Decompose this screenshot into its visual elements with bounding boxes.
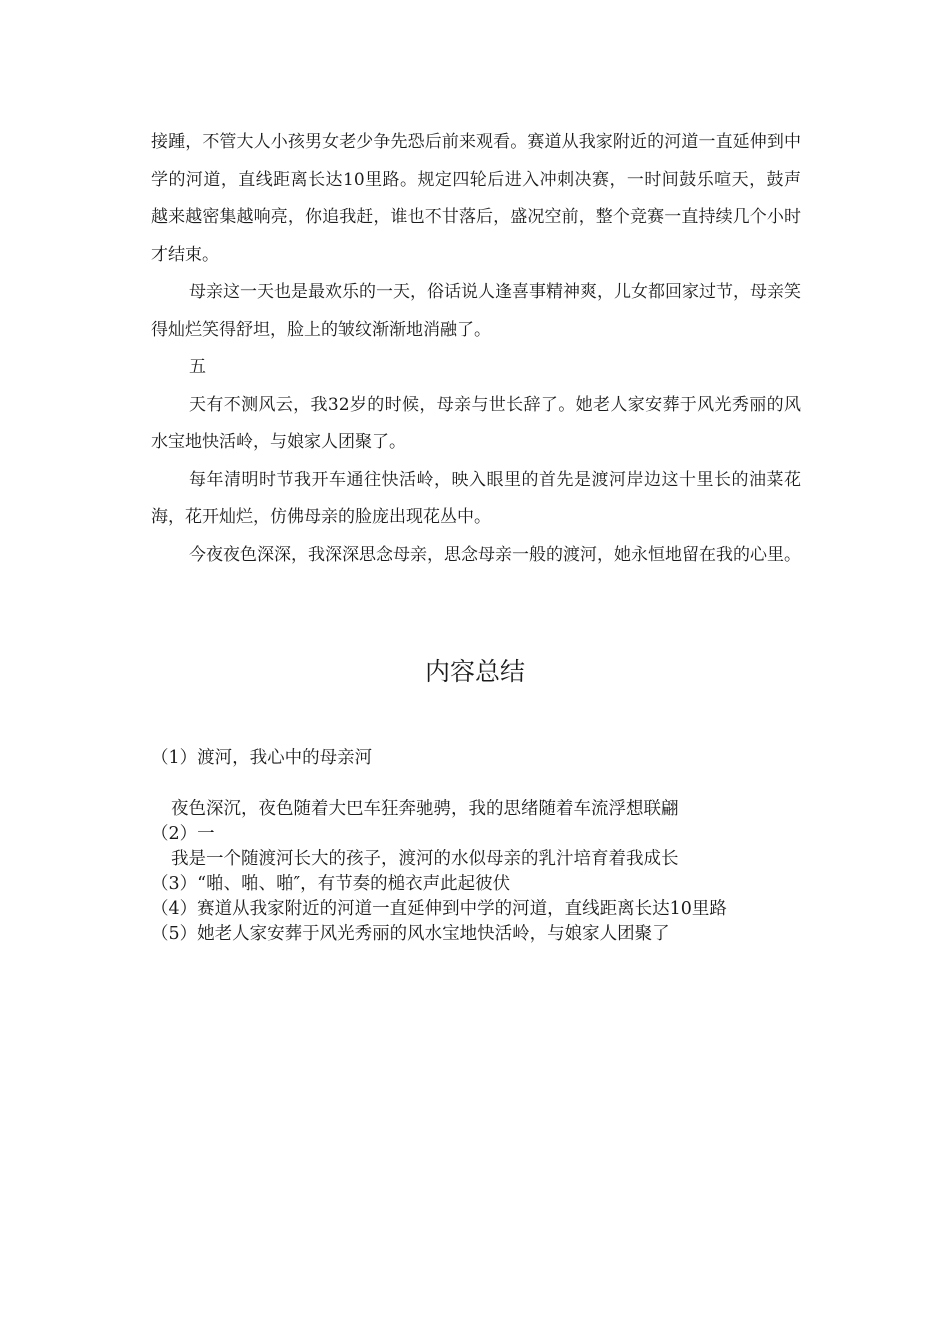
summary-item: 我是一个随渡河长大的孩子，渡河的水似母亲的乳汁培育着我成长	[171, 849, 679, 869]
section-number: 五	[189, 357, 206, 377]
paragraph: 天有不测风云，我32岁的时候，母亲与世长辞了。她老人家安葬于风光秀丽的风水宝地快活岭，与娘家人团聚了。	[151, 394, 801, 452]
summary-item: （3）“啪、啪、啪″，有节奏的槌衣声此起彼伏	[151, 874, 511, 894]
summary-item: （1）渡河，我心中的母亲河	[151, 748, 373, 768]
summary-item: （4）赛道从我家附近的河道一直延伸到中学的河道，直线距离长达10里路	[151, 899, 727, 919]
summary-item: （2）一	[151, 824, 215, 844]
summary-item: 夜色深沉，夜色随着大巴车狂奔驰骋，我的思绪随着车流浮想联翩	[171, 799, 679, 819]
summary-item: （5）她老人家安葬于风光秀丽的风水宝地快活岭，与娘家人团聚了	[151, 924, 670, 944]
summary-list	[151, 746, 801, 947]
paragraph: 接踵，不管大人小孩男女老少争先恐后前来观看。赛道从我家附近的河道一直延伸到中学的河道，直线距离长达10里路。规定四轮后进入冲刺决赛，一时间鼓乐喧天，鼓声越来越密集越响亮，你追我赶，谁也不甘落后，盛况空前，整个竞赛一直持续几个小时才结束。	[151, 132, 801, 265]
paragraph: 母亲这一天也是最欢乐的一天，俗话说人逢喜事精神爽，儿女都回家过节，母亲笑得灿烂笑得舒坦，脸上的皱纹渐渐地消融了。	[151, 282, 801, 340]
article-body	[151, 124, 801, 574]
summary-title: 内容总结	[424, 657, 525, 686]
paragraph: 今夜夜色深深，我深深思念母亲，思念母亲一般的渡河，她永恒地留在我的心里。	[189, 544, 801, 565]
paragraph: 每年清明时节我开车通往快活岭，映入眼里的首先是渡河岸边这十里长的油菜花海，花开灿烂，仿佛母亲的脸庞出现花丛中。	[151, 469, 801, 527]
